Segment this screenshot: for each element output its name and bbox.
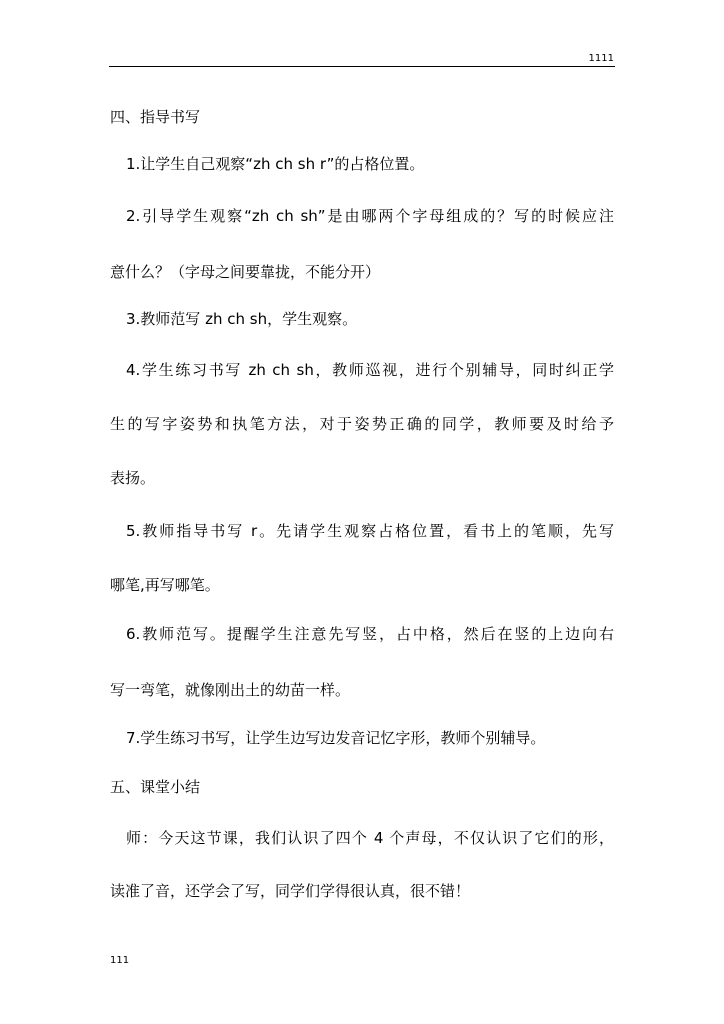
- paragraph-line: 师：今天这节课，我们认识了四个 4 个声母，不仅认识了它们的形，: [126, 829, 614, 847]
- header-rule: [109, 66, 615, 67]
- paragraph-line: 5.教师指导书写 r。先请学生观察占格位置，看书上的笔顺，先写: [126, 522, 614, 540]
- paragraph-line: 6.教师范写。提醒学生注意先写竖，占中格，然后在竖的上边向右: [126, 625, 614, 643]
- page-header-number: 1111: [588, 53, 614, 64]
- paragraph-line: 写一弯笔，就像刚出土的幼苗一样。: [110, 681, 351, 699]
- paragraph-line: 3.教师范写 zh ch sh，学生观察。: [126, 310, 358, 328]
- paragraph-line: 意什么？（字母之间要靠拢，不能分开）: [110, 263, 381, 281]
- section-heading-guided-writing: 四、指导书写: [110, 108, 201, 126]
- paragraph-line: 2.引导学生观察“zh ch sh”是由哪两个字母组成的？写的时候应注: [126, 207, 614, 225]
- paragraph-line: 7.学生练习书写，让学生边写边发音记忆字形，教师个别辅导。: [126, 729, 546, 747]
- section-heading-class-summary: 五、课堂小结: [110, 778, 201, 796]
- paragraph-line: 生的写字姿势和执笔方法，对于姿势正确的同学，教师要及时给予: [110, 415, 614, 433]
- paragraph-line: 1.让学生自己观察“zh ch sh r”的占格位置。: [126, 155, 425, 173]
- paragraph-line: 表扬。: [110, 469, 156, 487]
- paragraph-line: 哪笔,再写哪笔。: [110, 576, 220, 594]
- page-footer-number: 111: [110, 955, 130, 966]
- paragraph-line: 读准了音，还学会了写，同学们学得很认真，很不错！: [110, 882, 471, 900]
- paragraph-line: 4.学生练习书写 zh ch sh，教师巡视，进行个别辅导，同时纠正学: [126, 361, 614, 379]
